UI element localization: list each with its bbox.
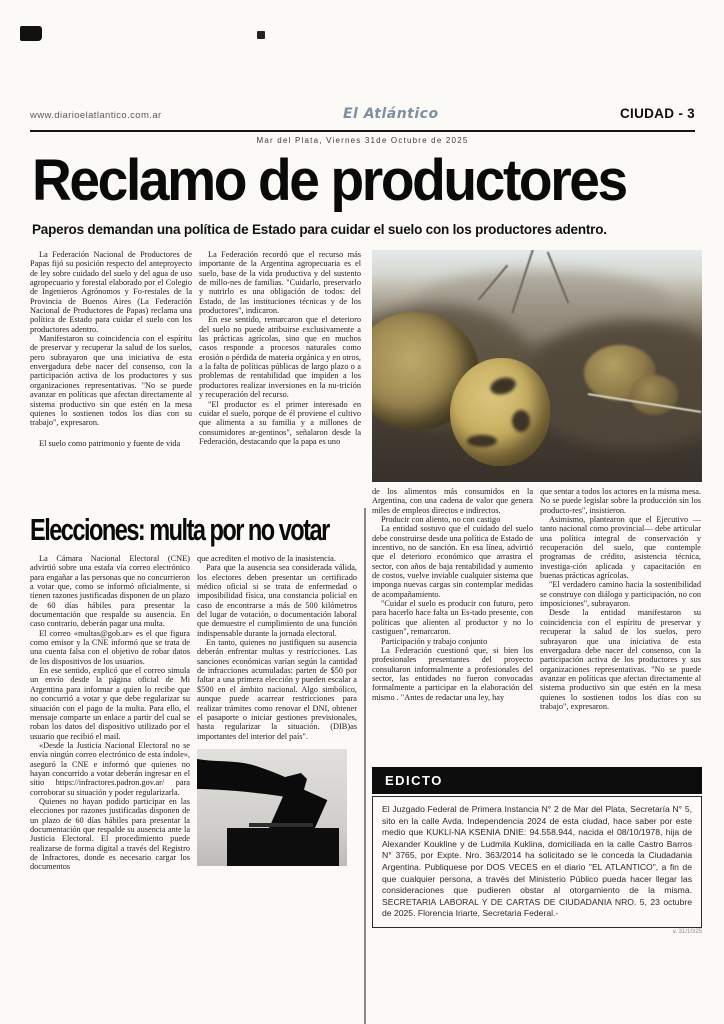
edicto-notice — [372, 767, 702, 935]
photo-dirt-spot — [512, 410, 530, 432]
ballot-box-image — [197, 749, 357, 866]
site-url: www.diarioelatlantico.com.ar — [30, 110, 162, 121]
article2-column-2: que acrediten el motivo de la inasistencia. Para que la ausencia sea considerada válida, los electores deben presentar un certificado médico oficial si se trata de enfermedad o imposibilidad física, una constancia policial en caso de encontrarse a más de 500 kilómetros del lugar de votación, o documentación laboral que demuestre el cumplimiento de una función indispensable durante la jornada electoral. En tanto, quienes no justifiquen su ausencia deberán enfrentar multas y restricciones. Las sanciones económicas varían según la cantidad de infracciones acumuladas: parten de $50 por faltar a una primera elección y pueden escalar a $500 en el ámbito nacional. Algo simbólico, aunque puede acarrear restricciones para realizar trámites como renovar el DNI, obtener el pasaporte o iniciar gestiones previsionales, hasta regularizar la situación. (DIB)as importantes del interior del país". — [197, 554, 357, 741]
photo-potato-main — [450, 358, 550, 466]
page-content — [30, 250, 702, 1024]
masthead-logo: El Atlántico — [342, 106, 439, 122]
left-column-region — [30, 250, 362, 1024]
article1-column-4: que sentar a todos los actores en la misma mesa. No se puede legislar sobre la producción sin los producto-res", insistieron. Asimismo, plantearon que el Ejecutivo — tanto nacional como provincial— debe articular una política integral de conservación y recuperación del suelo, que contemple programas de crédito, asistencia técnica, investiga-ción aplicada y capacitación en buenas prácticas agrícolas. "El verdadero camino hacia la sostenibilidad se construye con diálogo y participación, no con imposiciones", subrayaron. Desde la entidad manifestaron su coincidencia con el espíritu de preservar y recuperar la salud de los suelos, pero subrayaron que una iniciativa de esta envergadura debe nacer del consenso, con la participación activa de los productores y sus organizaciones representativas. "No se puede avanzar en políticas que afectan directamente al sistema productivo sin que estén en la mesa quienes lo sostienen todos los días con su trabajo", expresaron. — [540, 487, 701, 711]
photo-potato — [630, 375, 678, 415]
edicto-footnote: v. 31/10/25 — [672, 928, 702, 935]
dateline: Mar del Plata, Viernes 31de Octubre de 2025 — [256, 136, 469, 145]
photo-dirt-spot — [467, 435, 497, 447]
article1-column-2: La Federación recordó que el recurso más importante de la Argentina agropecuaria es el suelo, base de la vida productiva y del sustento de millo-nes de familias. "Cuidarlo, preservarlo y nutrirlo es una obligación de todos: del Estado, de las instituciones técnicas y de los productores", indicaron. En ese sentido, remarcaron que el deterioro del suelo no puede atribuirse exclusivamente a las prácticas agrícolas, sino que en muchos casos responde a procesos naturales como erosión o pérdida de materia orgánica y en otros, a la falta de políticas públicas de largo plazo o a problemas de rentabilidad que impiden a los productores realizar inversiones en la nu-trición y recuperación del recurso. "El productor es el primer interesado en cuidar el suelo, porque de él proviene el cultivo que alimenta a su familia y a millones de consumidores ar-gentinos", señalaron desde la Federación, destacando que la papa es uno — [199, 250, 361, 446]
article-divider-rule — [364, 508, 366, 1024]
article1-left-columns — [30, 250, 362, 502]
section-page-label: CIUDAD - 3 — [619, 106, 695, 121]
article2-column-1: La Cámara Nacional Electoral (CNE) advirtió sobre una estafa vía correo electrónico para engañar a las personas que no concurrieron a votar que, como se informó oficialmente, si tienen razones justificadas disponen de un plazo de 60 días hábiles para presentar la documentación que respalde su ausencia. En caso contrario, deberán pagar una multa. El correo «multas@gob.ar» es el que figura como emisor y la CNE informó que se trata de una cuenta falsa con el objetivo de robar datos de los dispositivos de los usuarios. En ese sentido, explicó que el correo simula un envío desde la página oficial de Mi Argentina para informar a quien lo recibe que no concurrió a votar y que debe regularizar su situación con el pago de la multa. Para ello, el mensaje comparte un enlace a partir del cual se roban los datos del dispositivo utilizado por el usuario que recibió el mail. «Desde la Justicia Nacional Electoral no se envía ningún correo electrónico de esta índole», aseguró la CNE e informó que quienes no hayan concurrido a votar deberán ingresar en el sitio https://infractores.padron.gov.ar/ para corroborar su situación y poder regularizarla. Quienes no hayan podido participar en las elecciones por razones justificadas disponen de un plazo de 60 días hábiles para presentar la documentación que respalde su ausencia ante la Justicia Electoral. El procedimiento puede realizarse de forma digital a través del Registro de Infractores, donde es necesario cargar los documentos — [30, 554, 190, 872]
print-mark — [20, 26, 42, 41]
article2-columns — [30, 554, 362, 974]
article1-subhead: Paperos demandan una política de Estado para cuidar el suelo con los productores adentro. — [32, 222, 607, 237]
article1-column-1: La Federación Nacional de Productores de Papas fijó su posición respecto del anteproyecto de ley sobre cuidado del suelo y del agua de uso agropecuario y forestal elaborado por el Colegio de Ingenieros Agrónomos y Fo-restales de la Provincia de Buenos Aires (La Federación Nacional de Productores de Papas) reclama una política de Estado para cuidar el suelo con los productores adentro. Manifestaron su coincidencia con el espíritu de preservar y recuperar la salud de los suelos, pero subrayaron que una iniciativa de esta envergadura debe nacer del consenso, con la participación activa de los productores y sus organizaciones representativas. "No se puede avanzar en políticas que afectan directamente al sistema productivo sin que estén en la mesa quienes lo sostienen todos los días con su trabajo", expresaron. El suelo como patrimonio y fuente de vida — [30, 250, 192, 448]
edicto-title-bar: EDICTO — [372, 767, 702, 794]
article2-column-2-wrap — [197, 554, 357, 974]
article1-right-columns — [372, 487, 702, 759]
article1-headline: Reclamo de productores — [32, 148, 626, 213]
ballot-box-illustration — [197, 749, 347, 866]
right-column-region — [372, 250, 702, 1024]
article1-column-3: de los alimentos más consumidos en la Argentina, con una cadena de valor que genera miles de empleos directos e indirectos. Producir con aliento, no con castigo La entidad sostuvo que el cuidado del suelo debe construirse desde una política de Estado de incentivo, no de sanción. En esa línea, advirtió que el deterioro económico que arrastra el sector, con años de baja rentabilidad y aumento de costos, vuelve inviable cualquier sistema que imponga nuevas cargas sin contemplar medidas de acompañamiento. "Cuidar el suelo es producir con futuro, pero para hacerlo hace falta un Es-tado presente, con políticas que alienten al productor y no lo castiguen", remarcaron. Participación y trabajo conjunto La Federación cuestionó que, si bien los profesionales presentantes del proyecto consultaron informalmente a profesionales del sector, las entidades no fueron convocadas formalmente a participar en la elaboración del mismo . "Antes de redactar una ley, hay — [372, 487, 533, 702]
print-mark-small — [257, 31, 265, 39]
article2-headline: Elecciones: multa por no votar — [30, 512, 329, 547]
article1-photo-potatoes — [372, 250, 702, 482]
page-header — [30, 106, 695, 122]
edicto-body-text: El Juzgado Federal de Primera Instancia N° 2 de Mar del Plata, Secretaría N° 5, sito en la calle Avda. Independencia 2024 de esta ciudad, hace saber por este medio que KUKLI-NA KSENIA DNIE: 94.558.944, nacida el 08/10/1978, hija de Alexander Koukline y de Ludmila Kuklina, domiciliada en la calle Castro Barros N° 3765, por Expte. Nro. 363/2014 ha solicitado se le conceda la Ciudadania Argentina. Publiquese por DOS VECES en el diario "EL ATLANTICO", a fin de que cualquier persona, a través del Ministerio Público pueda hacer llegar las consideraciones que pudieren obstar al otorgamiento de la misma. SECRETARIA LABORAL Y DE CARTAS DE CIUDADANIA NRO. 5, 23 octubre de 2025. Florencia Iriarte, Secretaria Federal.- — [372, 796, 702, 928]
header-rule — [30, 130, 695, 132]
